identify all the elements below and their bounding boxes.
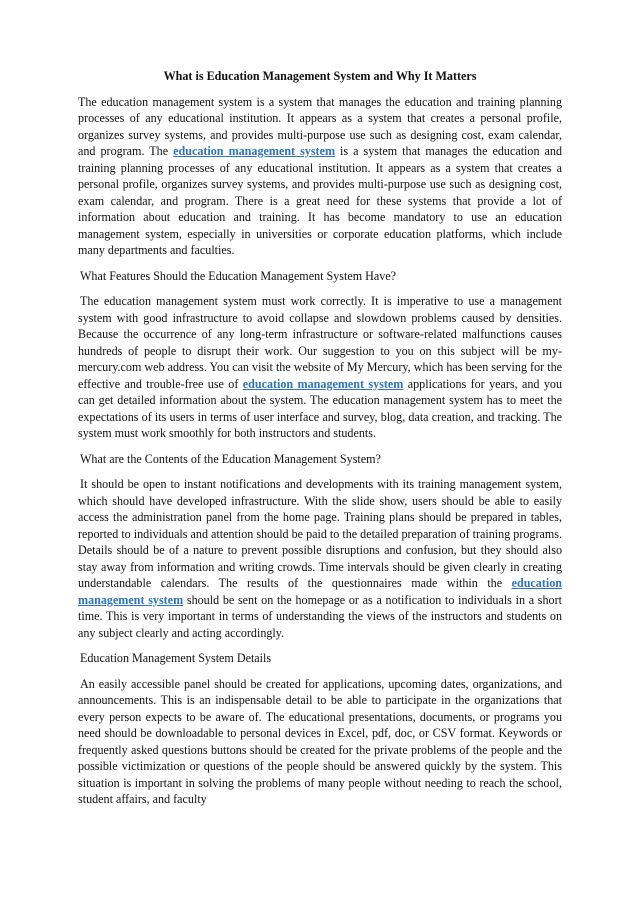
- section-heading-contents: What are the Contents of the Education Management System?: [80, 451, 381, 466]
- page-title: What is Education Management System and Why It Matters: [163, 69, 477, 83]
- link-2-part-b: management system: [297, 376, 404, 391]
- paragraph-intro: [78, 94, 562, 259]
- document-page: [78, 68, 562, 817]
- paragraph-intro-text-b: is a system that manages the education and training planning processes of any educational institution. It appears as a system that creates a personal profile, organizes survey systems, and provides multi-purpose use such as designing cost, exam calendar, and program. There is a great need for these systems that provide a lot of information about education and training. It has become mandatory to use an education management system, especially in universities or corporate education platforms, which include many departments and faculties.: [78, 144, 562, 257]
- section-heading-features: What Features Should the Education Management System Have?: [80, 268, 397, 283]
- paragraph-contents: [78, 476, 562, 641]
- paragraph-details: An easily accessible panel should be created for applications, upcoming dates, organizations, and announcements. This is an indispensable detail to be able to participate in the organizations that every person expects to be aware of. The educational presentations, documents, or programs you need should be downloadable to personal devices in Excel, pdf, doc, or CSV format. Keywords or frequently asked questions buttons should be created for the private problems of the people and the possible victimization or questions of the people should be answered quickly by the system. This situation is important in solving the problems of many people without needing to reach the school, student affairs, and faculty: [78, 676, 562, 806]
- paragraph-features-text-b: applications for years, and you can get detailed information about the system. The education management system has to meet the expectations of its users in terms of user interface and survey, blog, data creation, and tracking. The system must work smoothly for both instructors and students.: [78, 376, 562, 440]
- education-management-system-link-3[interactable]: education management system: [78, 576, 562, 607]
- education-management-system-link-1[interactable]: education management system: [173, 144, 336, 158]
- education-management-system-link-2[interactable]: [243, 377, 404, 391]
- paragraph-contents-text-a: It should be open to instant notifications and developments with its training management system, which should have developed infrastructure. With the slide show, users should be able to easily access the administration panel from the home page. Training plans should be prepared in tables, reported to individuals and attention should be paid to the detailed preparation of training programs. Details should be of a nature to prevent possible disruptions and confusion, but they should also stay away from information and writing crowds. Time intervals should be given clearly in creating understandable calendars. The results of the questionnaires made within the: [78, 477, 562, 590]
- paragraph-contents-text-b: should be sent on the homepage or as a notification to individuals in a short time. This is very important in terms of understanding the views of the instructors and students on any subject clearly and acting accordingly.: [78, 592, 562, 640]
- paragraph-intro-text-a: The education management system is a system that manages the education and training planning processes of any educational institution. It appears as a system that creates a personal profile, organizes survey systems, and provides multi-purpose use such as designing cost, exam calendar, and program. The: [78, 94, 562, 158]
- section-heading-details: Education Management System Details: [80, 651, 272, 665]
- paragraph-features: [78, 293, 562, 442]
- link-2-part-a: education: [242, 376, 294, 391]
- paragraph-features-text-a: The education management system must work correctly. It is imperative to use a management system with good infrastructure to avoid collapse and slowdown problems caused by densities. Because the occurrence of any long-term infrastructure or software-related malfunctions causes hundreds of people to disrupt their work. Our suggestion to you on this subject will be my-mercury.com web address. You can visit the website of My Mercury, which has been serving for the effective and trouble-free use of: [78, 294, 562, 391]
